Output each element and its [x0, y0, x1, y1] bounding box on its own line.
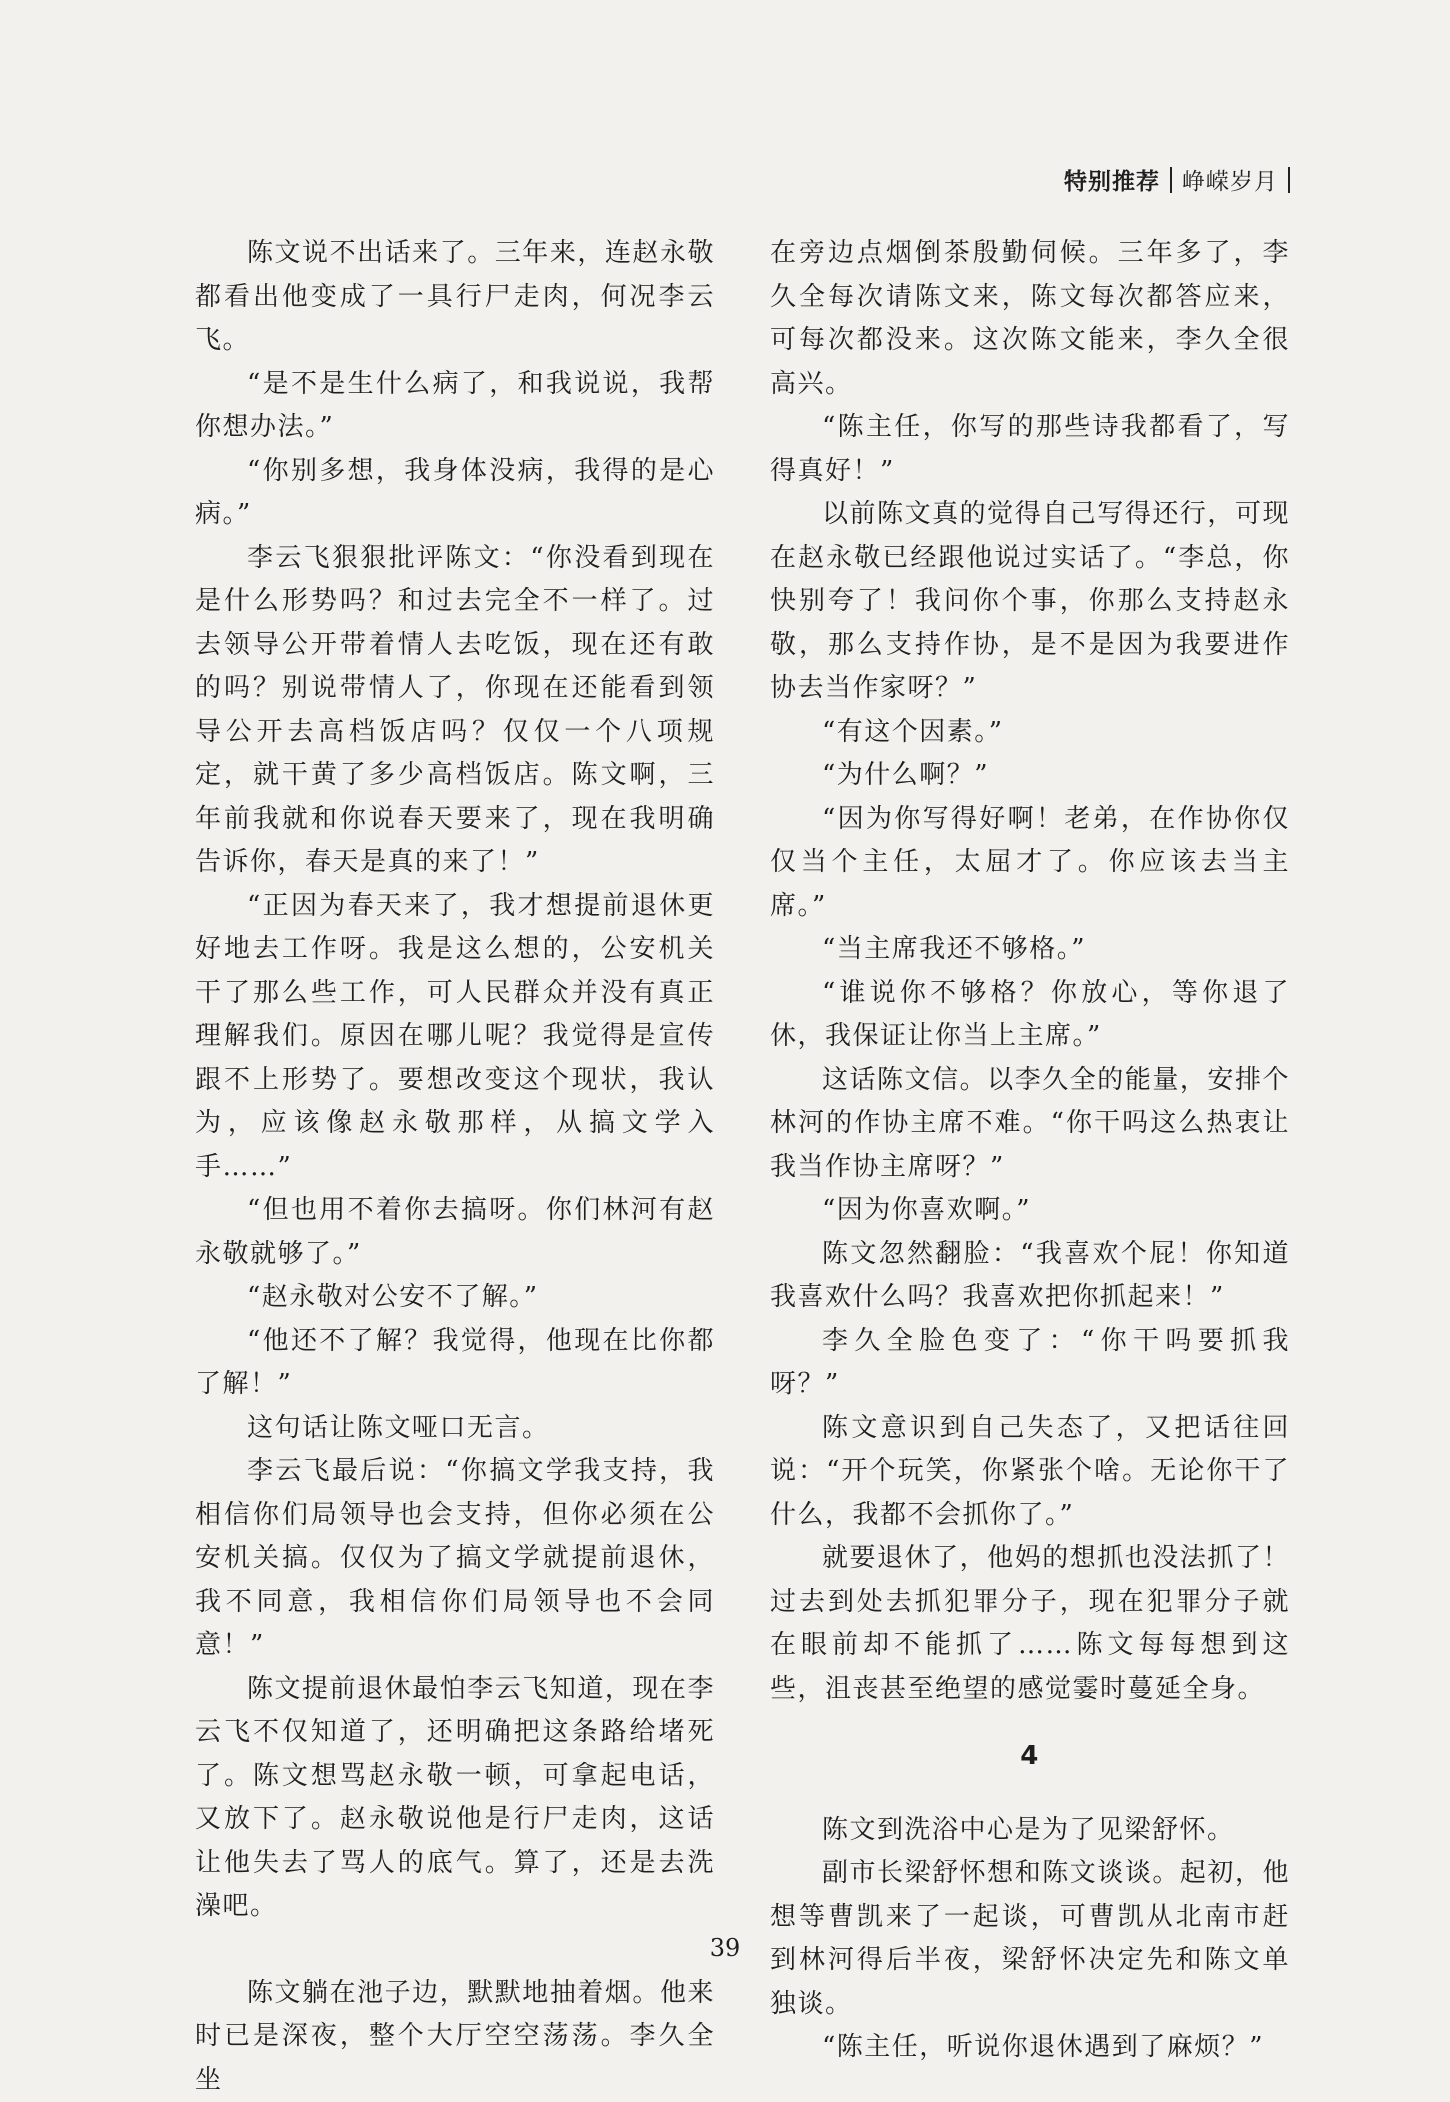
header-column: 峥嵘岁月	[1182, 163, 1278, 196]
paragraph: “陈主任，听说你退休遇到了麻烦？”	[770, 2026, 1290, 2070]
page-number: 39	[0, 1934, 1450, 1962]
paragraph: 陈文说不出话来了。三年来，连赵永敬都看出他变成了一具行尸走肉，何况李云飞。	[195, 232, 715, 363]
paragraph: 陈文到洗浴中心是为了见梁舒怀。	[770, 1809, 1290, 1853]
paragraph: 就要退休了，他妈的想抓也没法抓了！过去到处去抓犯罪分子，现在犯罪分子就在眼前却不能抓了……陈文每每想到这些，沮丧甚至绝望的感觉霎时蔓延全身。	[770, 1537, 1290, 1711]
paragraph: 这话陈文信。以李久全的能量，安排个林河的作协主席不难。“你干吗这么热衷让我当作协主席呀？”	[770, 1059, 1290, 1190]
header-section: 特别推荐	[1064, 163, 1160, 196]
paragraph: 陈文意识到自己失态了，又把话往回说：“开个玩笑，你紧张个啥。无论你干了什么，我都不会抓你了。”	[770, 1407, 1290, 1538]
section-number: 4	[770, 1735, 1290, 1779]
paragraph: 陈文躺在池子边，默默地抽着烟。他来时已是深夜，整个大厅空空荡荡。李久全坐	[195, 1972, 715, 2102]
paragraph: “但也用不着你去搞呀。你们林河有赵永敬就够了。”	[195, 1189, 715, 1276]
paragraph: “谁说你不够格？你放心，等你退了休，我保证让你当上主席。”	[770, 972, 1290, 1059]
paragraph: “他还不了解？我觉得，他现在比你都了解！”	[195, 1320, 715, 1407]
paragraph: 李久全脸色变了：“你干吗要抓我呀？”	[770, 1320, 1290, 1407]
paragraph: 以前陈文真的觉得自己写得还行，可现在赵永敬已经跟他说过实话了。“李总，你快别夸了！我问你个事，你那么支持赵永敬，那么支持作协，是不是因为我要进作协去当作家呀？”	[770, 493, 1290, 711]
right-column	[770, 232, 1290, 2070]
paragraph: “因为你喜欢啊。”	[770, 1189, 1290, 1233]
paragraph: “为什么啊？”	[770, 754, 1290, 798]
paragraph: 副市长梁舒怀想和陈文谈谈。起初，他想等曹凯来了一起谈，可曹凯从北南市赶到林河得后半夜，梁舒怀决定先和陈文单独谈。	[770, 1852, 1290, 2026]
paragraph: “因为你写得好啊！老弟，在作协你仅仅当个主任，太屈才了。你应该去当主席。”	[770, 798, 1290, 929]
paragraph: “有这个因素。”	[770, 711, 1290, 755]
paragraph: 李云飞狠狠批评陈文：“你没看到现在是什么形势吗？和过去完全不一样了。过去领导公开带着情人去吃饭，现在还有敢的吗？别说带情人了，你现在还能看到领导公开去高档饭店吗？仅仅一个八项规定，就干黄了多少高档饭店。陈文啊，三年前我就和你说春天要来了，现在我明确告诉你，春天是真的来了！”	[195, 537, 715, 885]
paragraph: “赵永敬对公安不了解。”	[195, 1276, 715, 1320]
left-column	[195, 232, 715, 2102]
paragraph: 陈文提前退休最怕李云飞知道，现在李云飞不仅知道了，还明确把这条路给堵死了。陈文想骂赵永敬一顿，可拿起电话，又放下了。赵永敬说他是行尸走肉，这话让他失去了骂人的底气。算了，还是去洗澡吧。	[195, 1668, 715, 1929]
paragraph: “你别多想，我身体没病，我得的是心病。”	[195, 450, 715, 537]
header-divider-end	[1288, 167, 1290, 193]
header-divider	[1170, 167, 1172, 193]
paragraph: 这句话让陈文哑口无言。	[195, 1407, 715, 1451]
paragraph: “陈主任，你写的那些诗我都看了，写得真好！”	[770, 406, 1290, 493]
paragraph: 陈文忽然翻脸：“我喜欢个屁！你知道我喜欢什么吗？我喜欢把你抓起来！”	[770, 1233, 1290, 1320]
paragraph-continued: 在旁边点烟倒茶殷勤伺候。三年多了，李久全每次请陈文来，陈文每次都答应来，可每次都没来。这次陈文能来，李久全很高兴。	[770, 232, 1290, 406]
running-header	[1064, 163, 1290, 196]
paragraph: “是不是生什么病了，和我说说，我帮你想办法。”	[195, 363, 715, 450]
paragraph: “正因为春天来了，我才想提前退休更好地去工作呀。我是这么想的，公安机关干了那么些工作，可人民群众并没有真正理解我们。原因在哪儿呢？我觉得是宣传跟不上形势了。要想改变这个现状，我认为，应该像赵永敬那样，从搞文学入手……”	[195, 885, 715, 1190]
paragraph: “当主席我还不够格。”	[770, 928, 1290, 972]
paragraph: 李云飞最后说：“你搞文学我支持，我相信你们局领导也会支持，但你必须在公安机关搞。仅仅为了搞文学就提前退休，我不同意，我相信你们局领导也不会同意！”	[195, 1450, 715, 1668]
